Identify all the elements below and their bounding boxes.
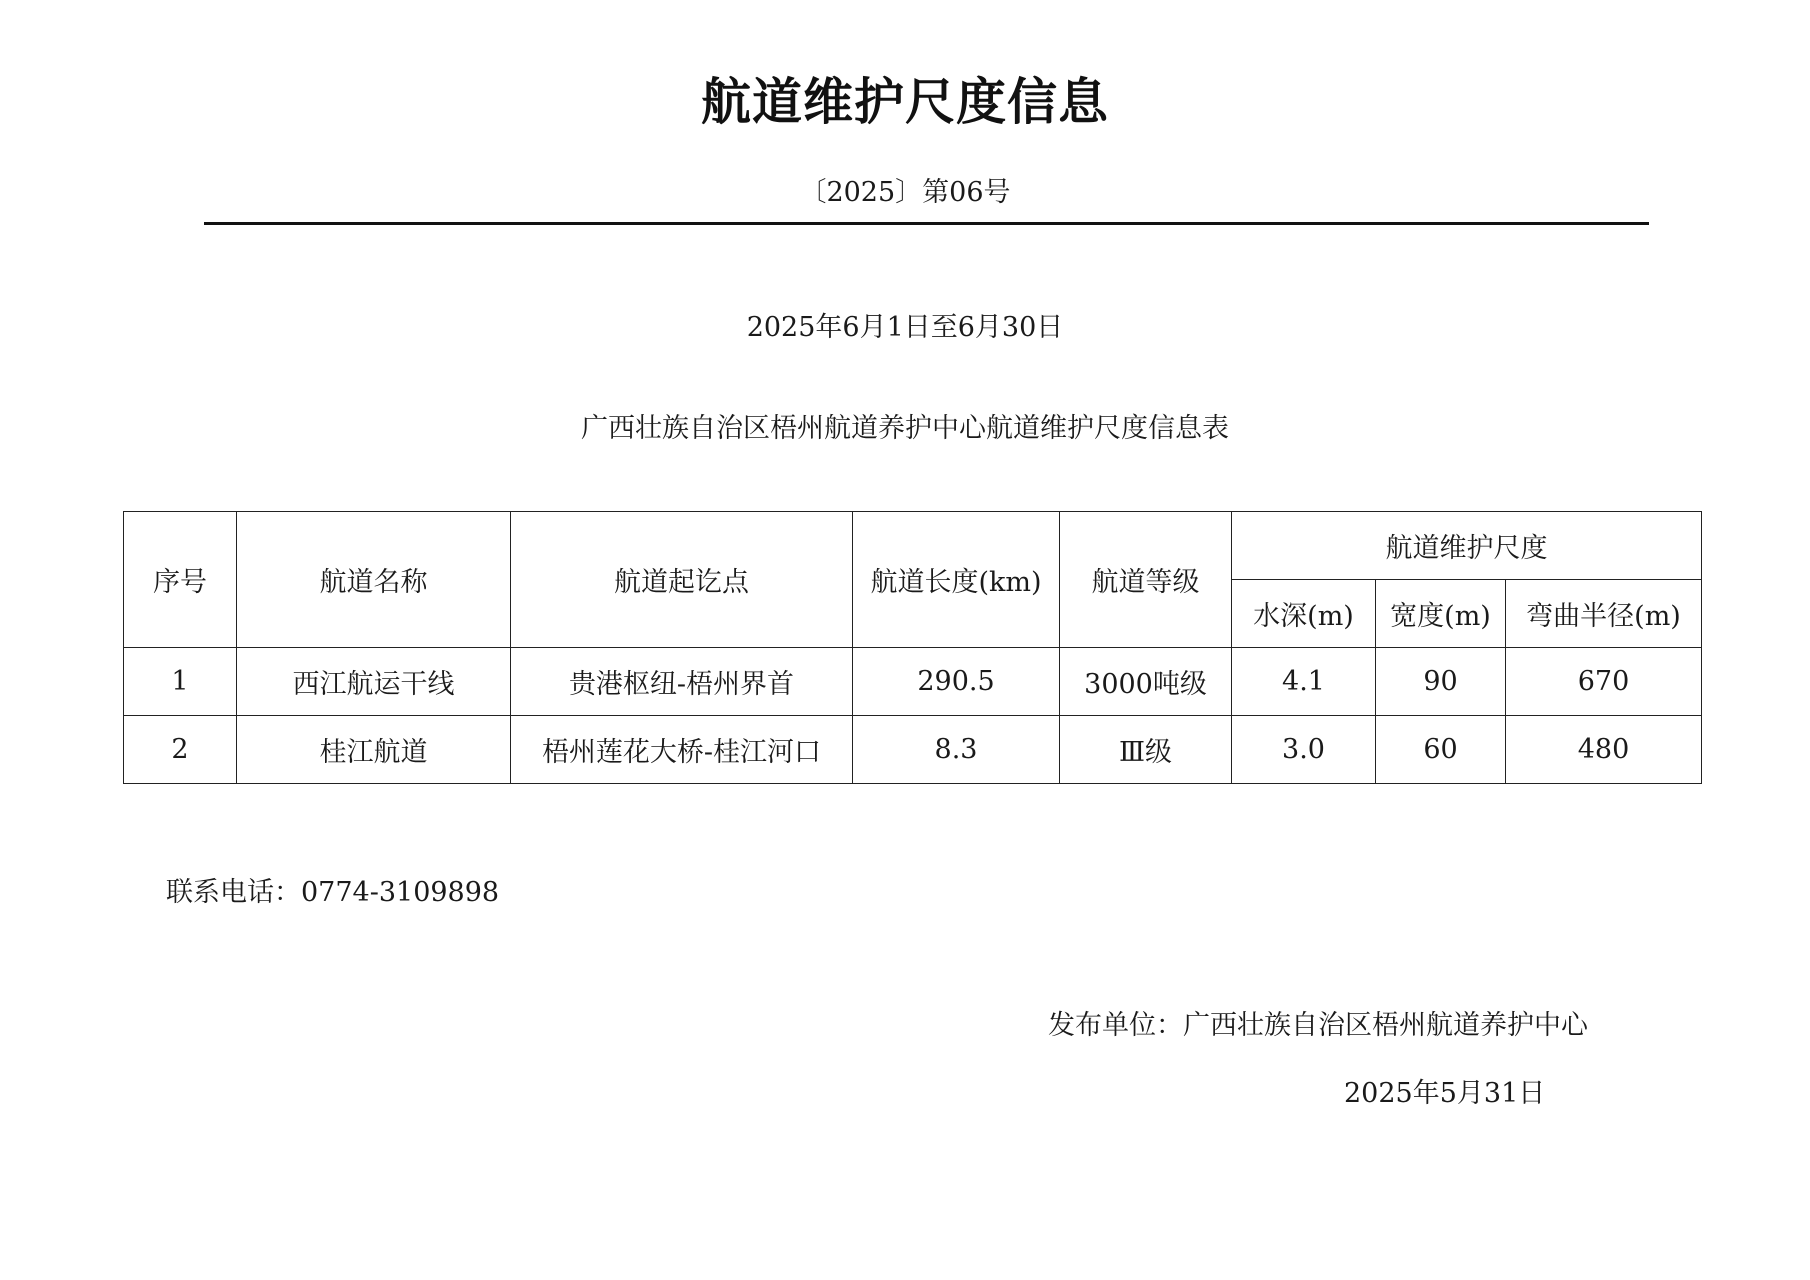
header-channel-length: 航道长度(km) xyxy=(853,512,1060,648)
publisher: 发布单位：广西壮族自治区梧州航道养护中心 xyxy=(1048,1010,1588,1041)
cell-channel-length: 290.5 xyxy=(853,648,1060,716)
cell-width: 60 xyxy=(1376,716,1506,784)
header-channel-range: 航道起讫点 xyxy=(511,512,853,648)
table-row xyxy=(124,716,1702,784)
table-header-row xyxy=(124,512,1702,580)
cell-channel-name: 西江航运干线 xyxy=(237,648,511,716)
cell-channel-name: 桂江航道 xyxy=(237,716,511,784)
document-title: 航道维护尺度信息 xyxy=(701,73,1109,131)
cell-depth: 3.0 xyxy=(1232,716,1376,784)
header-index: 序号 xyxy=(124,512,237,648)
cell-channel-range: 贵港枢纽-梧州界首 xyxy=(511,648,853,716)
channel-dimension-table xyxy=(123,511,1702,784)
title-divider xyxy=(204,222,1649,225)
cell-channel-grade: Ⅲ级 xyxy=(1060,716,1232,784)
contact-phone: 联系电话：0774-3109898 xyxy=(166,877,500,908)
publish-date: 2025年5月31日 xyxy=(1344,1078,1546,1109)
cell-width: 90 xyxy=(1376,648,1506,716)
cell-index: 1 xyxy=(124,648,237,716)
issue-number: 〔2025〕第06号 xyxy=(799,177,1011,208)
header-bend-radius: 弯曲半径(m) xyxy=(1506,580,1702,648)
table-title: 广西壮族自治区梧州航道养护中心航道维护尺度信息表 xyxy=(581,413,1229,444)
header-channel-grade: 航道等级 xyxy=(1060,512,1232,648)
cell-index: 2 xyxy=(124,716,237,784)
header-width: 宽度(m) xyxy=(1376,580,1506,648)
header-depth: 水深(m) xyxy=(1232,580,1376,648)
cell-channel-grade: 3000吨级 xyxy=(1060,648,1232,716)
table-row xyxy=(124,648,1702,716)
cell-channel-range: 梧州莲花大桥-桂江河口 xyxy=(511,716,853,784)
header-channel-name: 航道名称 xyxy=(237,512,511,648)
header-dimension-group: 航道维护尺度 xyxy=(1232,512,1702,580)
cell-depth: 4.1 xyxy=(1232,648,1376,716)
cell-bend-radius: 480 xyxy=(1506,716,1702,784)
cell-channel-length: 8.3 xyxy=(853,716,1060,784)
validity-period: 2025年6月1日至6月30日 xyxy=(746,312,1064,343)
cell-bend-radius: 670 xyxy=(1506,648,1702,716)
